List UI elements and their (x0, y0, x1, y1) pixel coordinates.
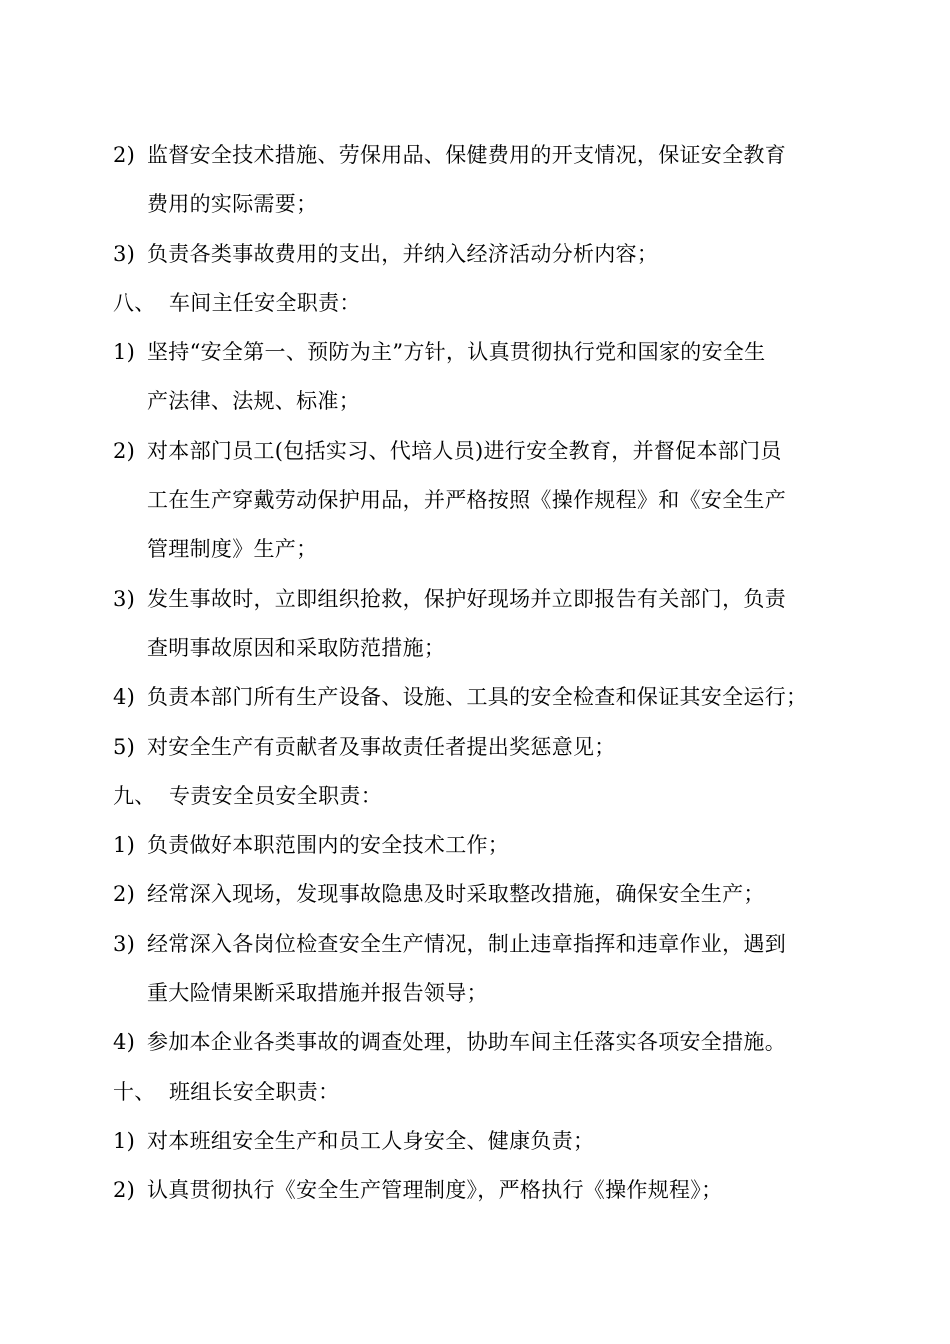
item-number: 5) (113, 734, 136, 759)
item-number: 3) (113, 586, 136, 611)
item-text: 认真贯彻执行《安全生产管理制度》，严格执行《操作规程》； (147, 1178, 723, 1203)
item-number: 1) (113, 833, 136, 858)
item-number: 3) (113, 931, 136, 956)
list-item (113, 821, 843, 870)
list-item (113, 870, 843, 919)
item-text: 监督安全技术措施、劳保用品、保健费用的开支情况，保证安全教育 (147, 143, 786, 167)
item-text: 参加本企业各类事故的调查处理，协助车间主任落实各项安全措施。 (147, 1030, 786, 1055)
item-text: 负责本部门所有生产设备、设施、工具的安全检查和保证其安全运行； (147, 685, 808, 710)
item-text: 负责做好本职范围内的安全技术工作； (147, 833, 510, 858)
section-heading (113, 279, 843, 328)
document-body (113, 131, 843, 1216)
list-item-continuation (113, 624, 843, 673)
item-number: 1) (113, 1128, 136, 1153)
list-item (113, 427, 843, 476)
item-number: 4) (113, 685, 136, 710)
section-number: 十、 (113, 1079, 156, 1104)
item-text: 对安全生产有贡献者及事故责任者提出奖惩意见； (147, 734, 616, 759)
item-number: 1) (113, 340, 136, 365)
list-item (113, 723, 843, 772)
item-text: 坚持“安全第一、预防为主”方针，认真贯彻执行党和国家的安全生 (147, 340, 766, 365)
item-number: 2) (113, 882, 136, 907)
section-title: 车间主任安全职责： (169, 290, 361, 315)
section-heading (113, 1068, 843, 1117)
list-item (113, 1018, 843, 1067)
item-text: 对本部门员工(包括实习、代培人员)进行安全教育，并督促本部门员 (147, 438, 782, 463)
item-text: 查明事故原因和采取防范措施； (147, 635, 446, 660)
item-text: 产法律、法规、标准； (147, 389, 360, 414)
section-heading (113, 772, 843, 821)
item-text: 对本班组安全生产和员工人身安全、健康负责； (147, 1128, 595, 1153)
item-number: 3) (113, 241, 136, 266)
item-number: 4) (113, 1030, 136, 1055)
item-text: 费用的实际需要； (147, 192, 318, 217)
list-item (113, 1166, 843, 1215)
list-item-continuation (113, 525, 843, 574)
item-number: 2) (113, 1178, 136, 1203)
list-item (113, 575, 843, 624)
section-title: 班组长安全职责： (169, 1079, 340, 1104)
list-item-continuation (113, 476, 843, 525)
item-text: 负责各类事故费用的支出，并纳入经济活动分析内容； (147, 241, 659, 266)
list-item-continuation (113, 377, 843, 426)
item-text: 重大险情果断采取措施并报告领导； (147, 981, 488, 1006)
item-text: 发生事故时，立即组织抢救，保护好现场并立即报告有关部门，负责 (147, 586, 786, 611)
section-title: 专责安全员安全职责： (169, 783, 382, 808)
list-item (113, 1117, 843, 1166)
section-number: 八、 (113, 290, 156, 315)
section-number: 九、 (113, 783, 156, 808)
list-item (113, 673, 843, 722)
item-text: 经常深入各岗位检查安全生产情况，制止违章指挥和违章作业，遇到 (147, 931, 786, 956)
list-item (113, 328, 843, 377)
item-text: 管理制度》生产； (147, 537, 318, 562)
list-item (113, 131, 843, 180)
list-item-continuation (113, 969, 843, 1018)
item-number: 2) (113, 143, 136, 167)
item-text: 工在生产穿戴劳动保护用品，并严格按照《操作规程》和《安全生产 (147, 488, 786, 513)
item-text: 经常深入现场，发现事故隐患及时采取整改措施，确保安全生产； (147, 882, 765, 907)
list-item (113, 230, 843, 279)
list-item-continuation (113, 180, 843, 229)
list-item (113, 920, 843, 969)
item-number: 2) (113, 438, 136, 463)
